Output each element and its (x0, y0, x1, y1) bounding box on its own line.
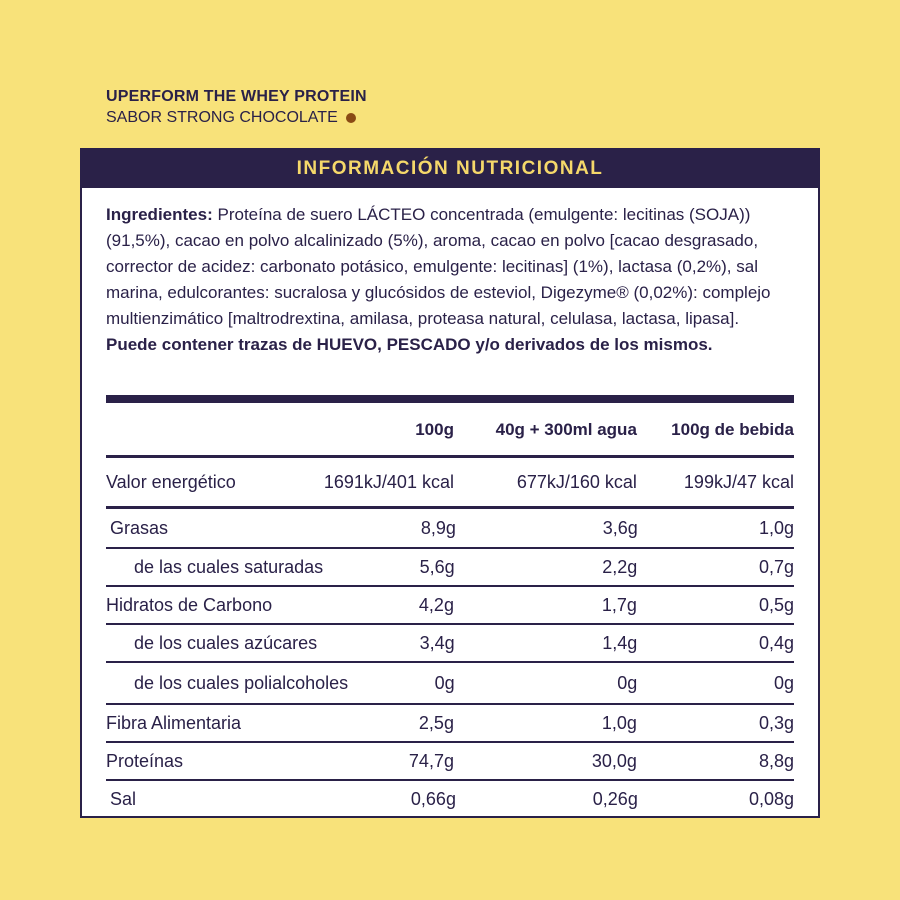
row-label: de los cuales azúcares (134, 632, 318, 653)
cell-serving: 2,2g (602, 556, 638, 577)
cell-serving: 0g (617, 672, 638, 693)
cell-drink: 1,0g (758, 517, 794, 538)
row-label: Valor energético (106, 471, 236, 492)
table-row (106, 549, 794, 587)
cell-drink: 0,4g (758, 632, 794, 653)
cell-serving: 677kJ/160 kcal (516, 471, 637, 492)
table-row (106, 743, 794, 781)
column-header-100g: 100g (415, 420, 454, 439)
row-label: Proteínas (106, 750, 184, 771)
cell-drink: 0,7g (758, 556, 794, 577)
row-label: Grasas (110, 517, 169, 538)
cell-100g: 0,66g (410, 788, 456, 809)
product-name: UPERFORM THE WHEY PROTEIN (106, 88, 367, 105)
cell-100g: 3,4g (419, 632, 455, 653)
flavor-line (106, 109, 367, 127)
row-label: Hidratos de Carbono (106, 594, 273, 615)
cell-serving: 3,6g (602, 517, 638, 538)
cell-serving: 1,4g (602, 632, 638, 653)
nutrition-card (80, 148, 820, 818)
cell-drink: 199kJ/47 kcal (683, 471, 794, 492)
cell-serving: 1,0g (601, 712, 637, 733)
table-row (106, 625, 794, 663)
nutrition-table (106, 405, 794, 817)
table-row (106, 781, 794, 817)
panel-title: INFORMACIÓN NUTRICIONAL (82, 150, 818, 188)
cell-drink: 0,08g (748, 788, 794, 809)
cell-100g: 0g (434, 672, 455, 693)
cell-serving: 30,0g (591, 750, 637, 771)
row-label: de los cuales polialcoholes (134, 672, 349, 693)
cell-drink: 0,3g (758, 712, 794, 733)
cell-100g: 2,5g (418, 712, 454, 733)
cell-100g: 8,9g (420, 517, 456, 538)
row-label: de las cuales saturadas (134, 556, 324, 577)
cell-100g: 4,2g (418, 594, 454, 615)
cell-drink: 8,8g (758, 750, 794, 771)
cell-100g: 1691kJ/401 kcal (323, 471, 454, 492)
cell-100g: 74,7g (408, 750, 454, 771)
cell-serving: 1,7g (601, 594, 637, 615)
flavor-text: SABOR STRONG CHOCOLATE (106, 109, 338, 126)
flavor-dot-icon (346, 113, 356, 123)
table-header-row (106, 405, 794, 458)
column-header-serving: 40g + 300ml agua (495, 420, 637, 439)
table-row (106, 458, 794, 509)
column-header-drink: 100g de bebida (671, 420, 794, 439)
cell-serving: 0,26g (592, 788, 638, 809)
cell-drink: 0,5g (758, 594, 794, 615)
brand-block (106, 88, 367, 127)
cell-100g: 5,6g (419, 556, 455, 577)
ingredients-block (82, 188, 818, 358)
table-row (106, 509, 794, 549)
table-row (106, 587, 794, 625)
ingredients-text: Proteína de suero LÁCTEO concentrada (emulgente: lecitinas (SOJA)) (91,5%), cacao en polvo alcalinizado (5%), aroma, cacao en polvo [cacao desgrasado, corrector de acidez: carbonato potásico, emulgente: lecitinas] (1%), lactasa (0,2%), sal marina, edulcorantes: sucralosa y glucósidos de esteviol, Digezyme® (0,02%): complejo multienzimático [maltrodrextina, amilasa, proteasa natural, celulasa, lactasa, lipasa]. (106, 205, 771, 328)
row-label: Fibra Alimentaria (106, 712, 242, 733)
divider (106, 395, 794, 403)
row-label: Sal (110, 788, 137, 809)
table-row (106, 663, 794, 705)
ingredients-label: Ingredientes: (106, 205, 213, 224)
cell-drink: 0g (773, 672, 794, 693)
table-row (106, 705, 794, 743)
allergens-warning: Puede contener trazas de HUEVO, PESCADO y/o derivados de los mismos. (106, 335, 713, 354)
